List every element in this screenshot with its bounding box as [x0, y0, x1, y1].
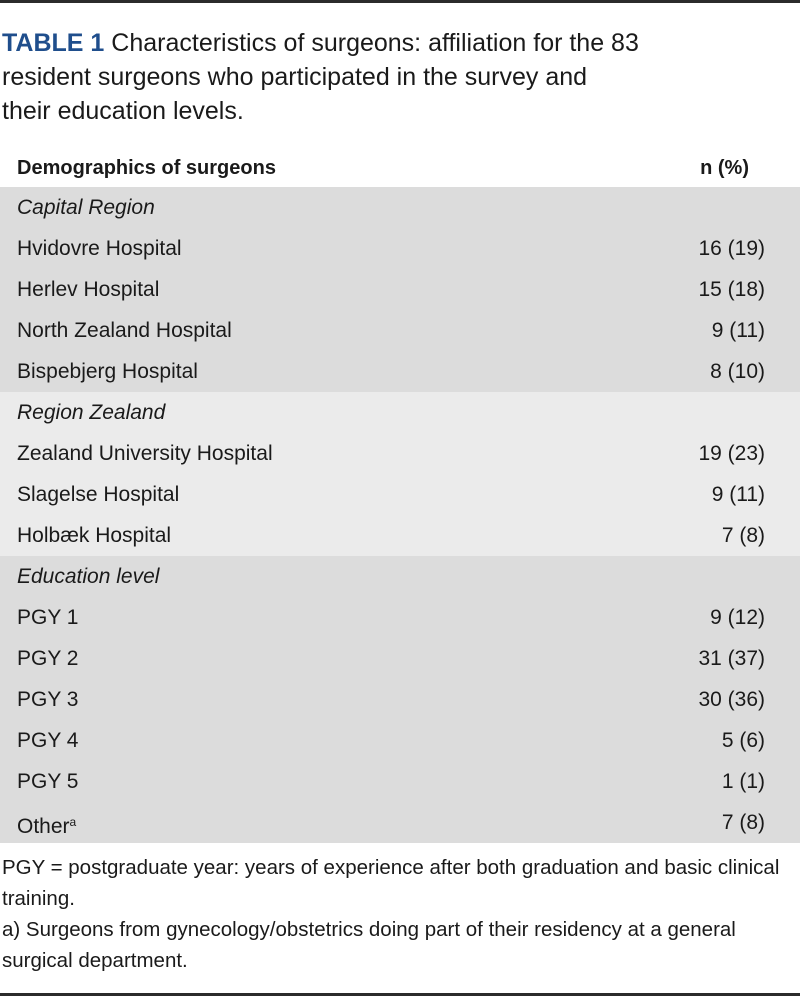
table-row: [0, 679, 800, 720]
section-title-capital-region: [0, 187, 800, 228]
row-value: 9 (12): [710, 606, 765, 629]
table-row: [0, 515, 800, 556]
table-caption: [2, 26, 642, 128]
row-name: PGY 2: [17, 647, 79, 670]
row-value: 5 (6): [721, 729, 765, 752]
row-name: Slagelse Hospital: [17, 483, 180, 506]
section-label: Education level: [17, 565, 160, 588]
row-value: 31 (37): [698, 647, 765, 670]
row-value: 19 (23): [698, 442, 765, 465]
bottom-rule: [0, 993, 800, 996]
row-value: 9 (11): [711, 319, 765, 342]
row-name: PGY 3: [17, 688, 79, 711]
table-row: [0, 802, 800, 843]
row-value: 15 (18): [698, 278, 765, 301]
row-name: PGY 5: [17, 770, 79, 793]
row-name: PGY 1: [17, 606, 79, 629]
footnote-a: a) Surgeons from gynecology/obstetrics doing part of their residency at a general surgical department.: [2, 918, 736, 972]
header-n-percent: n (%): [700, 157, 749, 179]
table-header-row: [0, 150, 800, 187]
table-row: [0, 597, 800, 638]
footnote-marker-a: a: [69, 815, 77, 829]
table-row: [0, 228, 800, 269]
section-title-education-level: [0, 556, 800, 597]
row-value: 8 (10): [710, 360, 765, 383]
row-value: 30 (36): [698, 688, 765, 711]
section-title-region-zealand: [0, 392, 800, 433]
table-row: [0, 433, 800, 474]
row-value: 9 (11): [711, 483, 765, 506]
top-rule: [0, 0, 800, 3]
row-name: North Zealand Hospital: [17, 319, 232, 342]
row-name-text: Other: [17, 815, 70, 838]
row-name: Zealand University Hospital: [17, 442, 273, 465]
table-footnotes: [2, 852, 798, 976]
caption-text: Characteristics of surgeons: affiliation for the 83 resident surgeons who participated in the survey and their education levels.: [2, 29, 639, 125]
row-value: 16 (19): [698, 237, 765, 260]
row-name: Hvidovre Hospital: [17, 237, 182, 260]
row-value: 7 (8): [721, 811, 765, 834]
table-row: [0, 269, 800, 310]
footnote-pgy: PGY = postgraduate year: years of experience after both graduation and basic clinical training.: [2, 856, 780, 910]
row-name: PGY 4: [17, 729, 79, 752]
section-label: Region Zealand: [17, 401, 166, 424]
row-name: Holbæk Hospital: [17, 524, 172, 547]
table-row: [0, 351, 800, 392]
section-label: Capital Region: [17, 196, 155, 219]
caption-label: TABLE 1: [2, 29, 105, 57]
table-row: [0, 638, 800, 679]
header-demographics: Demographics of surgeons: [17, 157, 276, 179]
row-value: 1 (1): [721, 770, 765, 793]
table-row: [0, 310, 800, 351]
row-name: Herlev Hospital: [17, 278, 160, 301]
table-row: [0, 474, 800, 515]
row-value: 7 (8): [721, 524, 765, 547]
surgeons-table: [0, 150, 800, 843]
table-row: [0, 761, 800, 802]
table-row: [0, 720, 800, 761]
row-name: Bispebjerg Hospital: [17, 360, 198, 383]
